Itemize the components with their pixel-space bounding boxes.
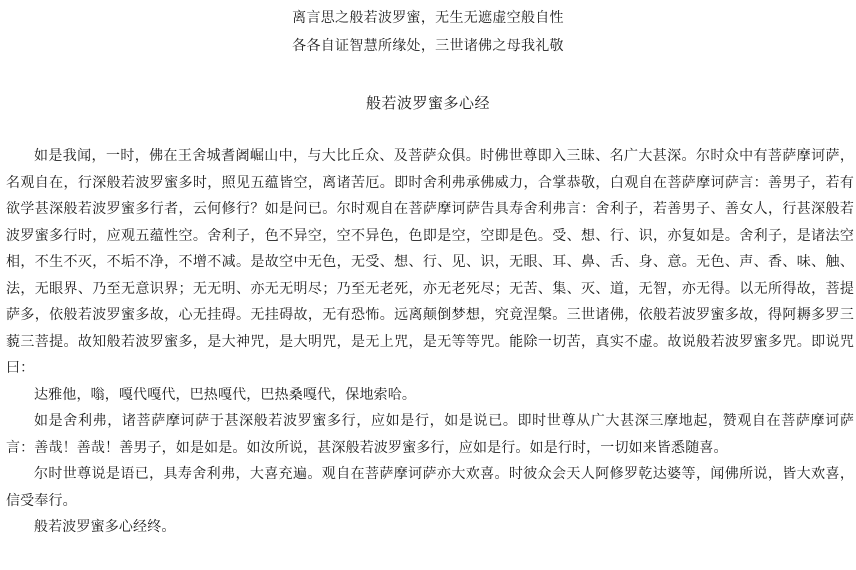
sutra-title: 般若波罗蜜多心经 [365, 94, 490, 112]
opening-verse [0, 4, 856, 60]
paragraph-rejoicing: 尔时世尊说是语已，具寿舍利弗，大喜充遍。观自在菩萨摩诃萨亦大欢喜。时彼众会天人阿修罗乾达婆等，闻佛所说，皆大欢喜，信受奉行。 [6, 466, 854, 509]
sutra-body [6, 143, 854, 541]
verse-line-2: 各各自证智慧所缘处，三世诸佛之母我礼敬 [292, 38, 564, 54]
paragraph-ending: 般若波罗蜜多心经终。 [34, 519, 176, 535]
verse-line-1: 离言思之般若波罗蜜，无生无遮虚空般自性 [292, 10, 564, 26]
paragraph-praise: 如是舍利弗，诸菩萨摩诃萨于甚深般若波罗蜜多行，应如是行，如是说已。即时世尊从广大甚深三摩地起，赞观自在菩萨摩诃萨言：善哉！善哉！善男子，如是如是。如汝所说，甚深般若波罗蜜多行，应如是行。如是行时，一切如来皆悉随喜。 [6, 413, 854, 456]
paragraph-mantra: 达雅他，嗡，嘎代嘎代，巴热嘎代，巴热桑嘎代，保地索哈。 [34, 386, 417, 403]
paragraph-main-text: 如是我闻，一时，佛在王舍城耆阇崛山中，与大比丘众、及菩萨众俱。时佛世尊即入三昧、名广大甚深。尔时众中有菩萨摩诃萨，名观自在，行深般若波罗蜜多时，照见五蕴皆空，离诸苦厄。即时舍利弗承佛威力，合掌恭敬，白观自在菩萨摩诃萨言：善男子，若有欲学甚深般若波罗蜜多行者，云何修行？如是问已。尔时观自在菩萨摩诃萨告具寿舍利弗言：舍利子，若善男子、善女人，行甚深般若波罗蜜多行时，应观五蕴性空。舍利子，色不异空，空不异色，色即是空，空即是色。受、想、行、识，亦复如是。舍利子，是诸法空相，不生不灭，不垢不净，不增不减。是故空中无色，无受、想、行、见、识，无眼、耳、鼻、舌、身、意。无色、声、香、味、触、法，无眼界、乃至无意识界；无无明、亦无无明尽；乃至无老死，亦无老死尽；无苦、集、灭、道，无智，亦无得。以无所得故，菩提萨多，依般若波罗蜜多故，心无挂碍。无挂碍故，无有恐怖。远离颠倒梦想，究竟涅槃。三世诸佛，依般若波罗蜜多故，得阿耨多罗三藐三菩提。故知般若波罗蜜多，是大神咒，是大明咒，是无上咒，是无等等咒。能除一切苦，真实不虚。故说般若波罗蜜多咒。即说咒曰： [6, 148, 854, 376]
